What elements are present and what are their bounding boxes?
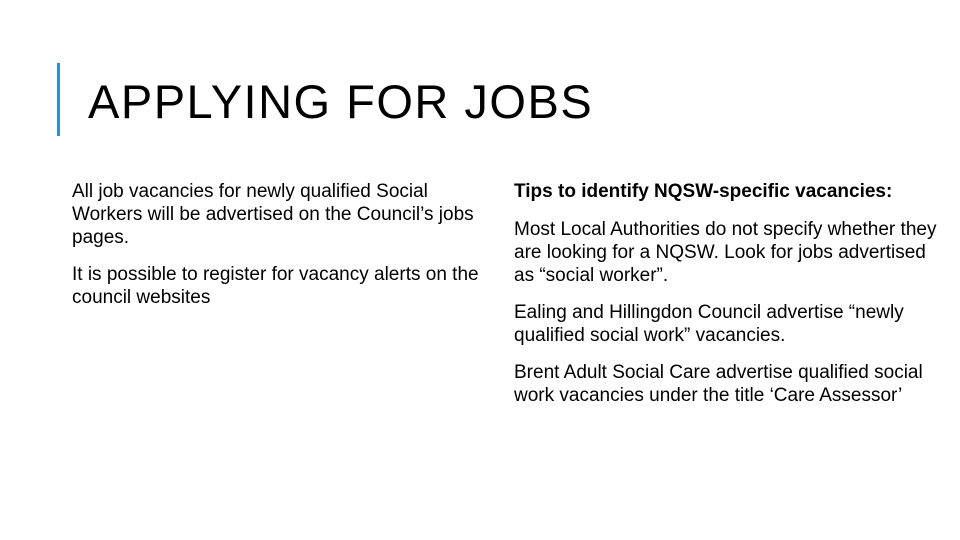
left-paragraph-alerts: It is possible to register for vacancy alerts on the council websites (72, 264, 479, 308)
right-paragraph-ealing-hillingdon: Ealing and Hillingdon Council advertise “newly qualified social work” vacancies. (514, 302, 904, 346)
slide-title: APPLYING FOR JOBS (88, 75, 594, 128)
right-column (514, 180, 944, 421)
left-paragraph-vacancies: All job vacancies for newly qualified Social Workers will be advertised on the Council’s jobs pages. (72, 181, 474, 248)
tips-heading: Tips to identify NQSW-specific vacancies: (514, 181, 893, 202)
right-paragraph-local-authorities: Most Local Authorities do not specify whether they are looking for a NQSW. Look for jobs advertised as “social worker”. (514, 219, 937, 286)
right-paragraph-brent: Brent Adult Social Care advertise qualified social work vacancies under the title ‘Care Assessor’ (514, 362, 923, 406)
left-column (72, 180, 492, 323)
title-accent-bar (57, 63, 60, 136)
